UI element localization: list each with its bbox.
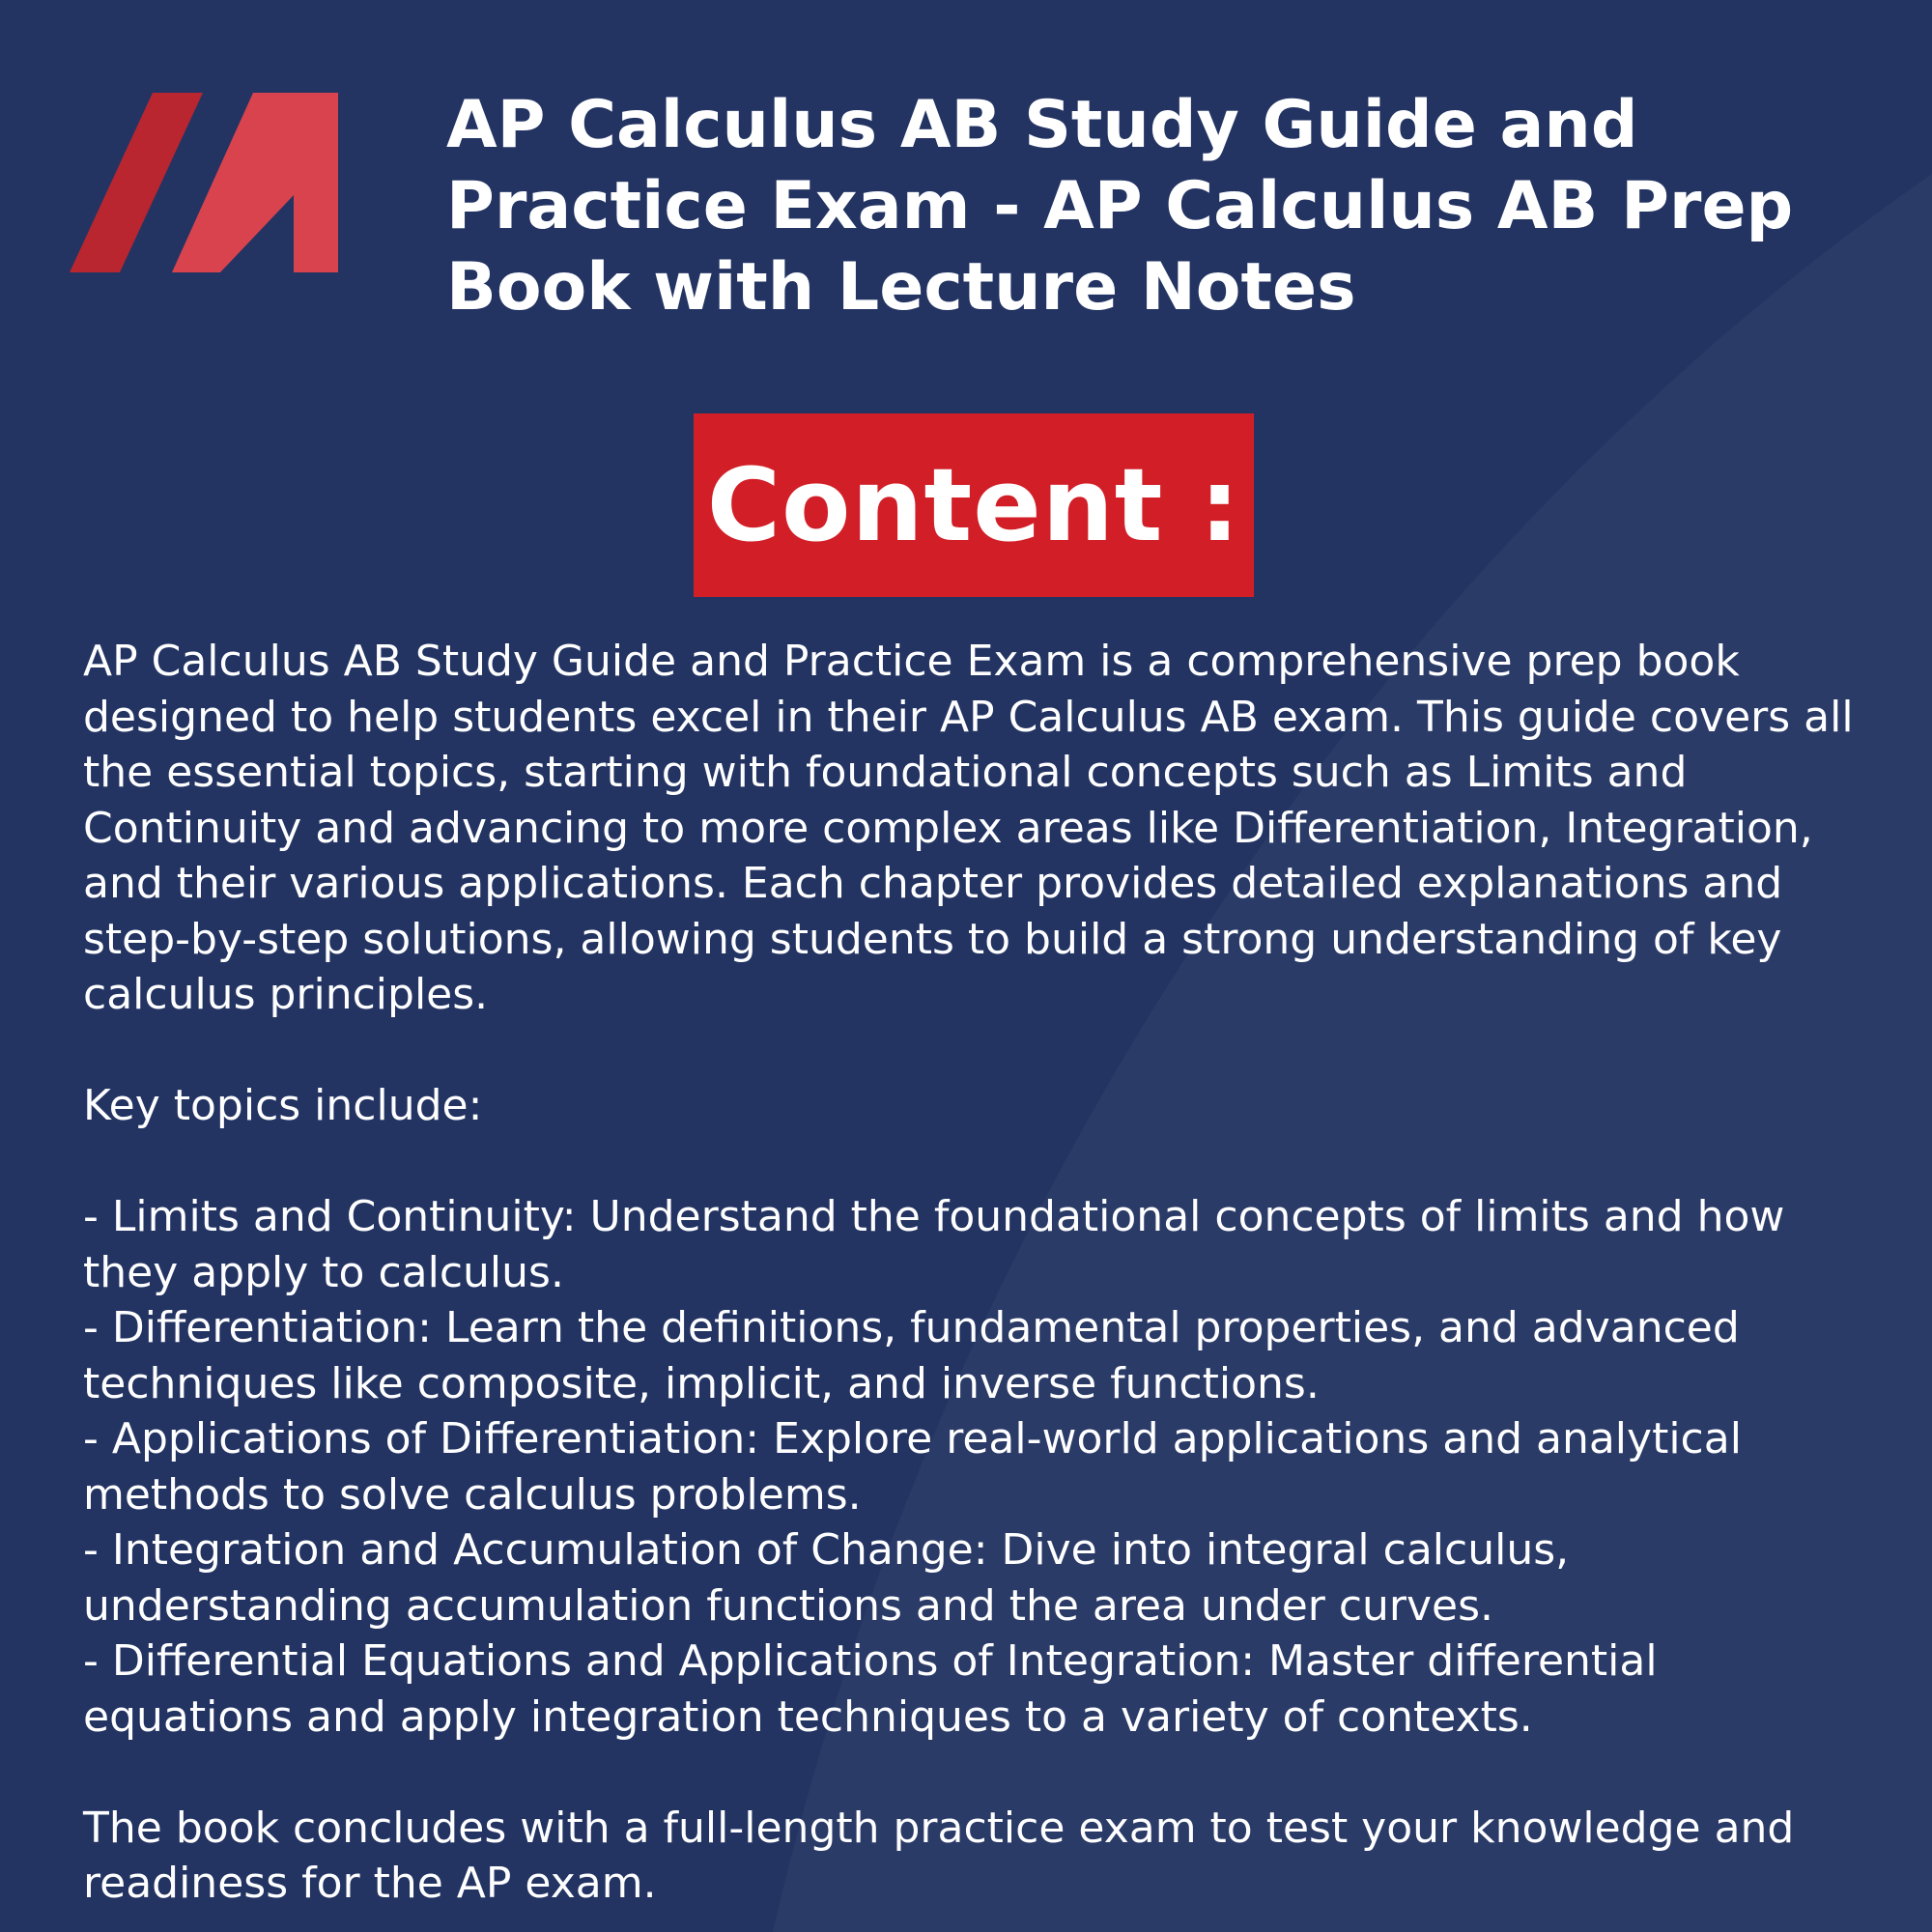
topic-differential-equations: - Differential Equations and Applications of Integration: Master differential equations and apply integration techniques to a variety of contexts. xyxy=(83,1636,1658,1742)
intro-paragraph: AP Calculus AB Study Guide and Practice Exam is a comprehensive prep book designed to help students excel in their AP Calculus AB exam. This guide covers all the essential topics, starting with foundational concepts such as Limits and Continuity and advancing to more complex areas like Differentiation, Integration, and their various applications. Each chapter provides detailed explanations and step-by-step solutions, allowing students to build a strong understanding of key calculus principles. xyxy=(83,637,1854,1019)
paragraph-gap xyxy=(83,1134,1880,1190)
paragraph-gap xyxy=(83,1745,1880,1801)
description-block xyxy=(83,634,1880,1912)
topic-limits: - Limits and Continuity: Understand the foundational concepts of limits and how they apply to calculus. xyxy=(83,1192,1785,1297)
page-title: AP Calculus AB Study Guide and Practice Exam - AP Calculus AB Prep Book with Lecture Notes xyxy=(446,87,1794,326)
content-badge-label: Content : xyxy=(706,446,1241,564)
content-badge xyxy=(694,413,1254,597)
topics-heading: Key topics include: xyxy=(83,1081,483,1130)
paragraph-gap xyxy=(83,1023,1880,1079)
topic-differentiation: - Differentiation: Learn the definitions, fundamental properties, and advanced techniques like composite, implicit, and inverse functions. xyxy=(83,1303,1740,1408)
topic-integration: - Integration and Accumulation of Change: Dive into integral calculus, understanding accumulation functions and the area under curves. xyxy=(83,1525,1570,1631)
conclusion-paragraph: The book concludes with a full-length practice exam to test your knowledge and readiness for the AP exam. xyxy=(83,1803,1795,1908)
topic-applications-of-differentiation: - Applications of Differentiation: Explore real-world applications and analytical methods to solve calculus problems. xyxy=(83,1414,1742,1520)
m-logo-icon xyxy=(70,91,340,276)
